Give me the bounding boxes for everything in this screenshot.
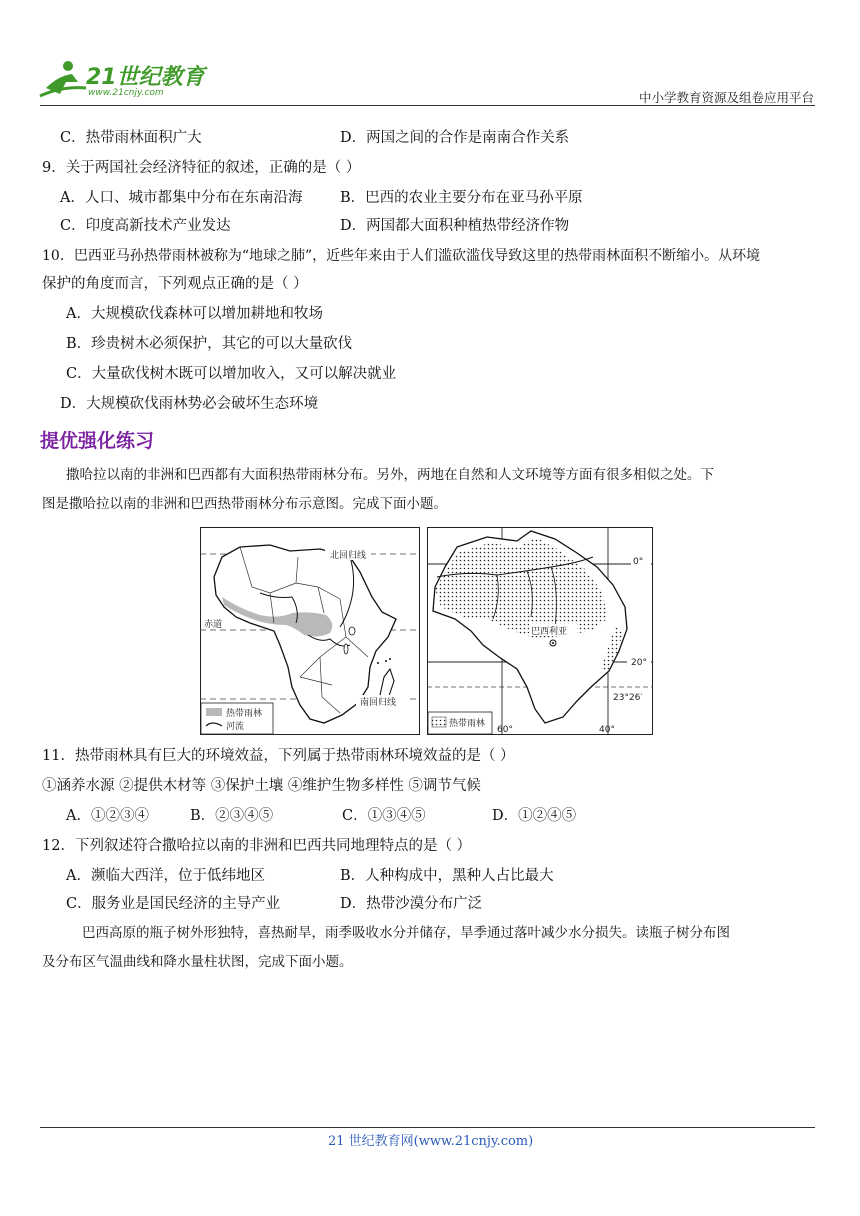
lon-40-label: 40°: [599, 725, 615, 735]
q11-stem: 11．热带雨林具有巨大的环境效益，下列属于热带雨林环境效益的是（ ）: [42, 748, 515, 764]
intro3-line2: 及分布区气温曲线和降水量柱状图，完成下面小题。: [42, 954, 353, 970]
logo-main-text: 21世纪教育: [86, 65, 205, 90]
lat-23-label: 23°26′: [613, 693, 643, 703]
intro3-line1: 巴西高原的瓶子树外形独特，喜热耐旱，雨季吸收水分并储存，旱季通过落叶减少水分损失。读瓶子树分布图: [82, 925, 730, 941]
brazil-legend-rainforest-label: 热带雨林: [449, 719, 486, 729]
q9-stem: 9．关于两国社会经济特征的叙述，正确的是（ ）: [42, 160, 361, 176]
africa-map: [200, 527, 420, 735]
q12-option-b: B．人种构成中，黑种人占比最大: [340, 868, 554, 884]
lat-0-label: 0°: [633, 557, 644, 567]
section-title: 提优强化练习: [40, 430, 155, 452]
brasilia-label: 巴西利亚: [531, 627, 568, 637]
q8-option-d: D．两国之间的合作是南南合作关系: [340, 130, 570, 146]
q8-option-c: C．热带雨林面积广大: [60, 130, 202, 146]
q12-option-d: D．热带沙漠分布广泛: [340, 896, 483, 912]
africa-legend-rainforest-swatch: [206, 708, 222, 716]
brazil-legend-rainforest-swatch: [432, 717, 446, 727]
q11-option-b: B．②③④⑤: [190, 808, 274, 824]
q9-option-d: D．两国都大面积种植热带经济作物: [340, 218, 570, 234]
q9-option-b: B．巴西的农业主要分布在亚马孙平原: [340, 190, 583, 206]
q10-stem-line2: 保护的角度而言，下列观点正确的是（ ）: [42, 276, 308, 292]
africa-legend-river-label: 河流: [226, 722, 245, 732]
q9-option-c: C．印度高新技术产业发达: [60, 218, 231, 234]
africa-tropic-south-label: 南回归线: [360, 698, 397, 708]
q11-option-a: A．①②③④: [66, 808, 149, 824]
lon-60-label: 60°: [497, 725, 513, 735]
brazil-map: [427, 527, 653, 735]
q9-option-a: A．人口、城市都集中分布在东南沿海: [60, 190, 303, 206]
intro-line1: 撒哈拉以南的非洲和巴西都有大面积热带雨林分布。另外，两地在自然和人文环境等方面有很多相似之处。下: [66, 467, 714, 483]
q12-option-a: A．濒临大西洋，位于低纬地区: [66, 868, 265, 884]
q12-stem: 12．下列叙述符合撒哈拉以南的非洲和巴西共同地理特点的是（ ）: [42, 838, 472, 854]
platform-title: 中小学教育资源及组卷应用平台: [638, 90, 814, 105]
q12-option-c: C．服务业是国民经济的主导产业: [66, 896, 281, 912]
header-divider: [40, 105, 815, 106]
q10-option-c: C．大量砍伐树木既可以增加收入，又可以解决就业: [66, 366, 397, 382]
q10-option-d: D．大规模砍伐雨林势必会破坏生态环境: [60, 396, 319, 412]
intro-line2: 图是撒哈拉以南的非洲和巴西热带雨林分布示意图。完成下面小题。: [42, 496, 447, 512]
q11-items: ①涵养水源 ②提供木材等 ③保护土壤 ④维护生物多样性 ⑤调节气候: [42, 778, 481, 794]
q11-option-d: D．①②④⑤: [492, 808, 577, 824]
logo-sub-text: www.21cnjy.com: [88, 88, 164, 98]
lat-20-label: 20°: [631, 658, 647, 668]
africa-legend-rainforest-label: 热带雨林: [226, 709, 263, 719]
footer-link[interactable]: 21 世纪教育网(www.21cnjy.com): [328, 1134, 534, 1149]
maps-figure: [200, 527, 653, 735]
africa-equator-label: 赤道: [204, 620, 223, 630]
q10-option-a: A．大规模砍伐森林可以增加耕地和牧场: [66, 306, 323, 322]
q10-stem-line1: 10．巴西亚马孙热带雨林被称为“地球之肺”，近些年来由于人们滥砍滥伐导致这里的热带雨林面积不断缩小。从环境: [42, 248, 761, 264]
logo-runner-icon: [38, 58, 88, 102]
q11-option-c: C．①③④⑤: [342, 808, 426, 824]
logo[interactable]: [38, 58, 208, 104]
q10-option-b: B．珍贵树木必须保护，其它的可以大量砍伐: [66, 336, 353, 352]
africa-tropic-north-label: 北回归线: [330, 551, 367, 561]
footer-divider: [40, 1127, 815, 1128]
